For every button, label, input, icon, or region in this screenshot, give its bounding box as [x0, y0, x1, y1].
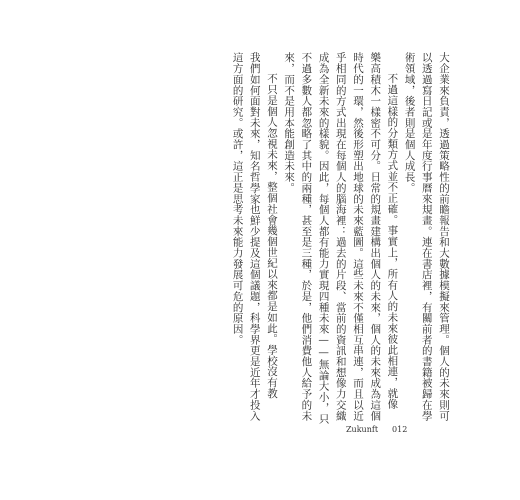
text-line: 這方面的研究。或許，這正是思考未來能力發展可危的原因。 [231, 52, 244, 345]
text-line: 以透過寫日記或是年度行事曆來規畫。連在書店裡，有關前者的書籍被歸在學 [420, 52, 433, 421]
text-line: 來，而不是用本能創造未來。 [283, 52, 296, 194]
text-line: 大企業來負責，透過策略性的前瞻報告和大數據模擬來管理。個人的未來則可 [438, 52, 450, 421]
page-footer [346, 425, 407, 434]
text-line: 樂高積木一樣密不可分。日常的規畫建構出個人的未來，個人的未來成為這個 [369, 52, 382, 421]
page-number: 012 [392, 425, 408, 434]
text-line: 術領域，後者則是個人成長。 [403, 52, 416, 194]
text-line: 成為全新未來的樣貌。因此，每個人都有能力實現四種未來——無論大小，只 [317, 52, 330, 424]
text-line: 不過多數人都忽略了其中的兩種，甚至是三種，於是，他們消費他人給予的未 [300, 52, 313, 421]
running-title: Zukunft [346, 425, 379, 434]
text-line: 不只是個人忽視未來，整個社會幾個世紀以來都是如此。學校沒有教 [265, 73, 278, 399]
body-text [228, 52, 452, 424]
text-line: 不過這樣的分類方式並不正確。事實上，所有人的未來彼此相連，就像 [386, 73, 399, 410]
text-line: 乎相同的方式出現在每個人的腦海裡：過去的片段、當前的資訊和想像力交織 [334, 52, 347, 421]
text-line: 我們如何面對未來，知名哲學家也鮮少提及這個議題，科學界更是近年才投入 [248, 52, 261, 421]
text-line: 時代的一環，然後形塑出地球的未來藍圖。這些未來不僅相互串連，而且以近 [351, 52, 364, 421]
